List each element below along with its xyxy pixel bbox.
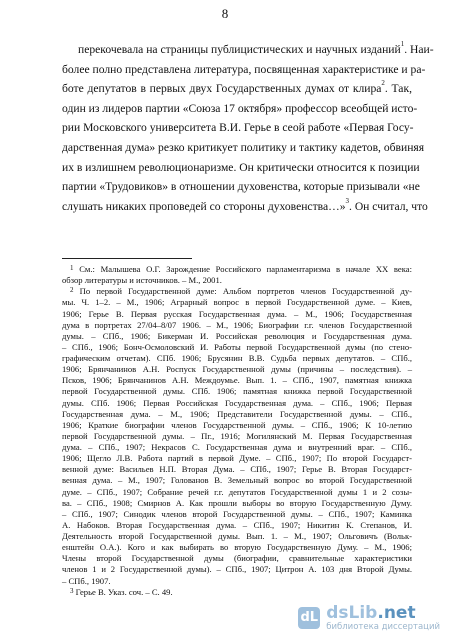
body-line — [62, 196, 428, 217]
footnote-text: членов 1 и 2 Государственной думы). – СПб., 1907; Цитрон А. 103 дня Второй Думы. — [62, 564, 412, 575]
body-line — [62, 138, 425, 158]
body-line — [62, 79, 412, 99]
footnote-line — [62, 531, 412, 542]
footnote-line — [62, 453, 412, 464]
footnote-text: венная дума. – М., 1907; Голованов В. Земельный вопрос во второй Государственной — [62, 475, 412, 486]
footnote-text: 1906; Герье В. Первая русская Государственная дума. – М., 1906; Государственная — [62, 308, 412, 319]
text-segment: слушать никаких проповедей со стороны духовенства…» — [62, 199, 346, 213]
footnote-text: – СПб., 1907. — [62, 575, 111, 586]
text-segment: более полно представлена литература, посвященная характеристике и ра- — [62, 62, 426, 76]
footnote-line — [62, 509, 412, 520]
footnotes — [62, 264, 412, 598]
footnote-text: дума. – СПб., 1907; Некрасов С. Государственная дума и внутренний враг. – СПб., — [62, 442, 412, 452]
footnote-line — [62, 520, 412, 531]
footnote-text: первой Государственной думы. СПб. 1906; памятная книжка первой Государственной — [62, 386, 412, 397]
footnote-number: 2 — [70, 286, 74, 295]
footnote-text: думе. – СПб., 1907; Собрание речей г.г. депутатов Государственной думы 1 и 2 созы- — [62, 486, 412, 497]
footnote-line — [62, 342, 412, 353]
footnote-text: Псков, 1906; Брянчанинов А.Н. Междоумье. Вып. 1. – СПб., 1907, памятная книжка — [62, 375, 412, 386]
footnote-text: обзор литературы и источников. – М., 2001. — [62, 275, 222, 286]
footnote-text: – СПб., 1907; Синодик членов второй Государственной думы. – СПб., 1907; Каминка — [62, 508, 412, 519]
footnote-line — [62, 498, 412, 509]
text-segment: . Так, — [384, 82, 412, 96]
body-text — [62, 40, 434, 216]
footnote-text: См.: Малышева О.Г. Зарождение Российского парламентаризма в начале ХХ века: — [73, 264, 412, 274]
footnote-line — [62, 564, 412, 575]
body-line — [62, 40, 434, 60]
logo-name-part2: .net — [377, 602, 416, 623]
body-line — [62, 177, 420, 197]
footnote-text: графическим отчетам). СПб. 1906; Брусянин В.В. Судьба первых депутатов. – СПб., — [62, 353, 412, 363]
footnote-text: первой Государственной думы. – Пг., 1916; Могилянский М. Первая Государственная — [62, 430, 412, 441]
footnote-number: 3 — [70, 586, 74, 595]
footnote-text: По первой Государственной думе: Альбом портретов членов Государственной ду- — [73, 286, 412, 297]
body-line — [62, 158, 420, 178]
footnote-text: енштейн О.А.). Кого и как выбирать во вторую Государственную Думу. – М., 1906; — [62, 542, 412, 553]
footnote-line — [62, 353, 412, 364]
footnote-line — [62, 320, 412, 331]
text-segment: . Наи- — [404, 43, 434, 56]
footnote-line — [62, 375, 412, 386]
footnote-text: Члены второй Государственной думы (биографии, сравнительные характеристики — [62, 553, 412, 564]
footnote-text: Государственная дума. – М., 1906; Представители Государственной думы. – СПб., — [62, 408, 412, 419]
footnote-text: венной думе: Васильев Н.П. Вторая Дума. – СПб., 1907; Герье В. Вторая Государст- — [62, 464, 412, 475]
footnote-line — [62, 542, 412, 553]
footnote-text: дума в портретах 27/04–8/07 1906. – М., 1906; Биографии г.г. членов Государственной — [62, 319, 412, 330]
footnote-number: 1 — [70, 264, 74, 272]
logo-tagline: библиотека диссертаций — [326, 621, 440, 632]
text-segment: боте депутатов в первых двух Государственных думах от клира — [62, 82, 382, 96]
footnote-line — [62, 309, 412, 320]
body-line — [62, 118, 412, 138]
footnote-line — [62, 364, 412, 375]
footnote-text: 1906; Брянчанинов А.Н. Роспуск Государственной думы (причины – последствия). – — [62, 364, 412, 375]
footnote-text: ва. – СПб., 1908; Смирнов А. Как прошли выборы во вторую Государственную Думу. — [62, 497, 412, 508]
text-segment: один из лидеров партии «Союза 17 октября» профессор всеобщей исто- — [62, 101, 418, 115]
body-line — [62, 99, 418, 119]
text-segment: перекочевала на страницы публицистических и научных изданий — [78, 43, 401, 56]
text-segment: . Он считал, что — [349, 199, 428, 213]
footnote-text: А. Набоков. Вторая Государственная дума. – СПб., 1907; Никитин К. Степанов, И. — [62, 519, 412, 530]
footnote-ref: 1 — [400, 40, 405, 48]
footnote-text: мы. Ч. 1–2. – М., 1906; Аграрный вопрос в первой Государственной думе. – Киев, — [62, 297, 412, 308]
footnote-line — [62, 553, 412, 564]
footnote-ref: 2 — [381, 79, 385, 88]
text-segment: партии «Трудовиков» в отношении духовенства, которые призывали «не — [62, 180, 420, 194]
footnote-line — [62, 297, 412, 308]
text-segment: рии Московского университета В.И. Герье в сеой работе «Первая Госу- — [62, 121, 414, 135]
footnote-text: думы. СПб. 1906; Первая Российская Государственная дума. – СПб., 1906; Первая — [62, 397, 412, 408]
footnote-divider — [62, 258, 192, 259]
footnote-line — [62, 398, 412, 409]
footnote-line — [62, 286, 412, 297]
footnote-line — [62, 275, 412, 286]
footnote-line — [62, 264, 412, 275]
footnote-text: Герье В. Указ. соч. – С. 49. — [73, 586, 173, 597]
body-line — [62, 60, 426, 80]
footnote-text: – СПб., 1906; Бонч-Осмоловский И. Работы первой Государственной думы (по стено- — [62, 341, 412, 352]
page-number: 8 — [221, 6, 229, 21]
footnote-text: думы. – СПб., 1906; Бикерман И. Российская революция и Государственная дума. — [62, 330, 412, 341]
footnote-line — [62, 442, 412, 453]
text-segment: их в излишнем революционаризме. Он критически относится к позиции — [62, 160, 420, 174]
dslib-logo-icon: dL — [298, 607, 320, 629]
footnote-text: Деятельность второй Государственной думы. Вып. 1. – М., 1907; Ольговичъ (Вольк- — [62, 531, 412, 541]
footnote-line — [62, 587, 412, 598]
logo-name — [326, 602, 440, 623]
footnote-line — [62, 464, 412, 475]
text-segment: дарственная дума» резко критикует политику и тактику кадетов, обвиняя — [62, 140, 425, 154]
footnote-line — [62, 487, 412, 498]
site-logo[interactable] — [298, 602, 440, 632]
footnote-line — [62, 576, 412, 587]
footnote-line — [62, 420, 412, 431]
footnote-text: 1906; Краткие биографии членов Государственной думы. – СПб., 1906; К 10-летию — [62, 419, 412, 430]
footnote-line — [62, 331, 412, 342]
footnote-line — [62, 386, 412, 397]
footnote-text: 1906; Щегло Л.В. Работа партий в первой Думе. – СПб., 1907; По второй Государст- — [62, 453, 412, 464]
logo-name-part1: dsLib — [326, 602, 378, 623]
footnote-line — [62, 409, 412, 420]
footnote-line — [62, 431, 412, 442]
footnote-ref: 3 — [345, 196, 350, 205]
footnote-line — [62, 475, 412, 486]
